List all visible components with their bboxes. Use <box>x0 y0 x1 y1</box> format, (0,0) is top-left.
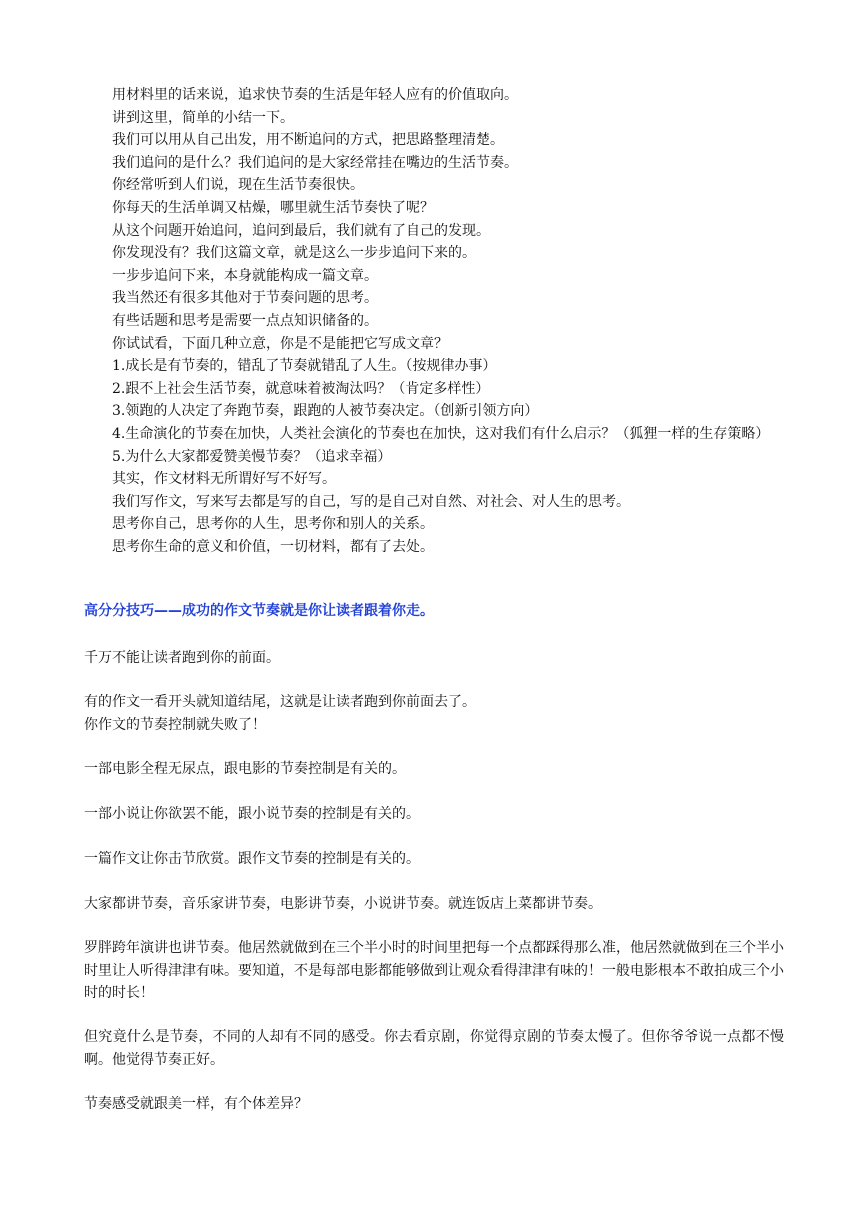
paragraph: 千万不能让读者跑到你的前面。 <box>84 650 280 666</box>
body-section <box>84 758 784 781</box>
paragraph: 思考你自己，思考你的人生，思考你和别人的关系。 <box>112 516 434 533</box>
body-section <box>84 937 784 1005</box>
paragraph: 一篇作文让你击节欣赏。跟作文节奏的控制是有关的。 <box>84 851 420 867</box>
numbered-item: 2.跟不上社会生活节奏，就意味着被淘汰吗？（肯定多样性） <box>112 380 490 397</box>
body-section <box>84 1093 784 1116</box>
paragraph: 你试试看，下面几种立意，你是不是能把它写成文章？ <box>112 335 448 352</box>
section-heading-block <box>84 600 784 623</box>
numbered-item: 3.领跑的人决定了奔跑节奏，跟跑的人被节奏决定。（创新引领方向） <box>112 403 539 420</box>
paragraph: 但究竟什么是节奏，不同的人却有不同的感受。你去看京剧，你觉得京剧的节奏太慢了。但你爷爷说一点都不慢啊。他觉得节奏正好。 <box>84 1029 784 1068</box>
paragraph: 我们追问的是什么？我们追问的是大家经常挂在嘴边的生活节奏。 <box>112 154 518 171</box>
paragraph: 有些话题和思考是需要一点点知识储备的。 <box>112 312 378 329</box>
intro-section <box>84 84 784 558</box>
paragraph: 我们可以用从自己出发，用不断追问的方式，把思路整理清楚。 <box>112 132 504 149</box>
body-section <box>84 848 784 871</box>
body-section <box>84 1026 784 1071</box>
paragraph: 我们写作文，写来写去都是写的自己，写的是自己对自然、对社会、对人生的思考。 <box>112 493 630 510</box>
paragraph: 有的作文一看开头就知道结尾，这就是让读者跑到你前面去了。 <box>84 694 476 710</box>
numbered-item: 4.生命演化的节奏在加快，人类社会演化的节奏也在加快，这对我们有什么启示？（狐狸一样的生存策略） <box>112 425 770 442</box>
paragraph: 其实，作文材料无所谓好写不好写。 <box>112 471 336 488</box>
paragraph: 讲到这里，简单的小结一下。 <box>112 109 294 126</box>
paragraph: 思考你生命的意义和价值，一切材料，都有了去处。 <box>112 538 434 555</box>
paragraph: 从这个问题开始追问，追问到最后，我们就有了自己的发现。 <box>112 222 490 239</box>
paragraph: 一部小说让你欲罢不能，跟小说节奏的控制是有关的。 <box>84 806 420 822</box>
paragraph: 你每天的生活单调又枯燥，哪里就生活节奏快了呢？ <box>112 199 434 216</box>
paragraph: 一部电影全程无尿点，跟电影的节奏控制是有关的。 <box>84 761 406 777</box>
paragraph: 大家都讲节奏，音乐家讲节奏，电影讲节奏，小说讲节奏。就连饭店上菜都讲节奏。 <box>84 896 602 912</box>
paragraph: 你作文的节奏控制就失败了！ <box>84 716 266 733</box>
paragraph: 一步步追问下来，本身就能构成一篇文章。 <box>112 267 378 284</box>
section-heading: 高分分技巧——成功的作文节奏就是你让读者跟着你走。 <box>84 603 434 619</box>
body-section <box>84 691 784 736</box>
paragraph: 用材料里的话来说，追求快节奏的生活是年轻人应有的价值取向。 <box>112 87 518 103</box>
paragraph: 节奏感受就跟美一样，有个体差异？ <box>84 1096 308 1112</box>
paragraph: 我当然还有很多其他对于节奏问题的思考。 <box>112 290 378 307</box>
numbered-item: 1.成长是有节奏的，错乱了节奏就错乱了人生。（按规律办事） <box>112 358 497 375</box>
body-section <box>84 803 784 826</box>
body-section <box>84 893 784 916</box>
numbered-item: 5.为什么大家都爱赞美慢节奏？（追求幸福） <box>112 448 392 465</box>
body-section <box>84 647 784 670</box>
paragraph: 你经常听到人们说，现在生活节奏很快。 <box>112 177 364 194</box>
paragraph: 罗胖跨年演讲也讲节奏。他居然就做到在三个半小时的时间里把每一个点都踩得那么准，他居然就做到在三个半小时里让人听得津津有味。要知道，不是每部电影都能够做到让观众看得津津有味的！一般电影根本不敢拍成三个小时的时长！ <box>84 940 784 1002</box>
paragraph: 你发现没有？我们这篇文章，就是这么一步步追问下来的。 <box>112 245 476 262</box>
